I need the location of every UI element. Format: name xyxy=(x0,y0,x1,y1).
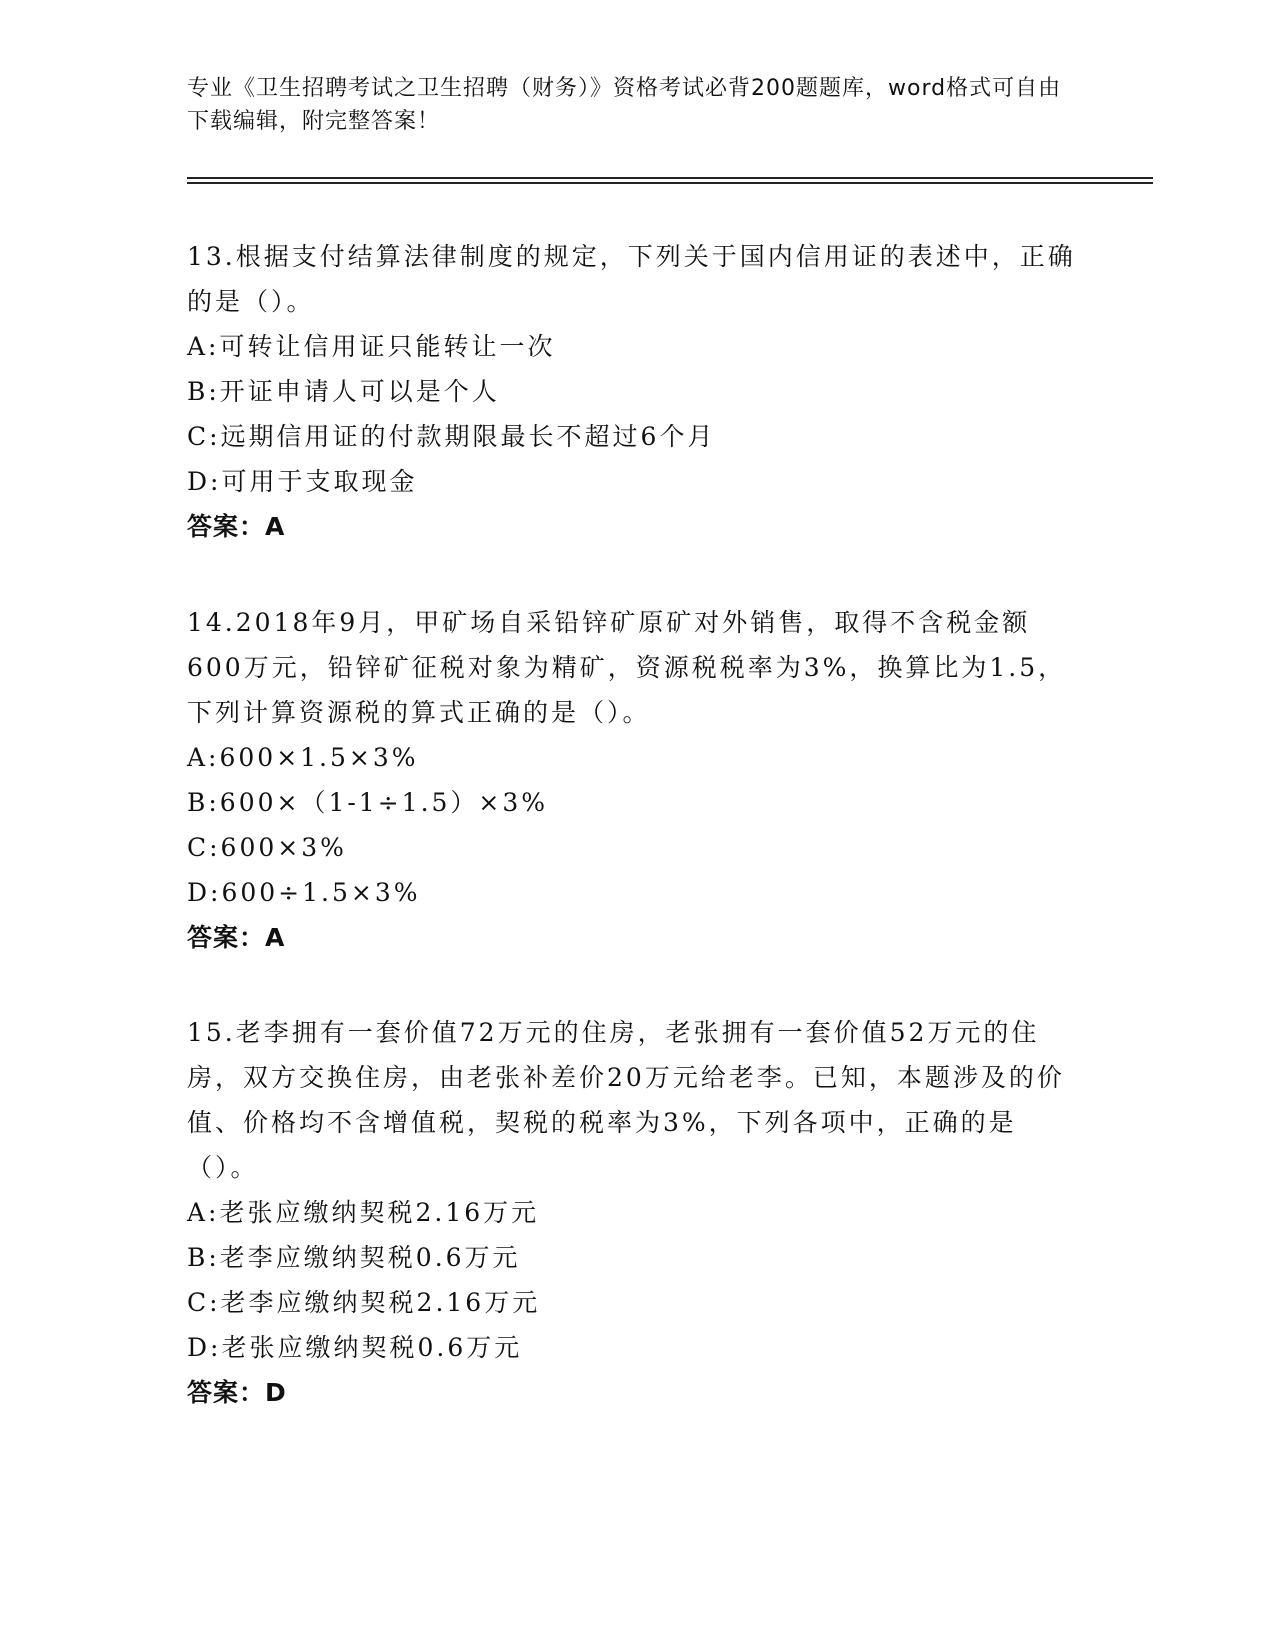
option-d: D:老张应缴纳契税0.6万元 xyxy=(187,1333,523,1362)
answer-line: 答案：A xyxy=(187,512,286,541)
answer-line: 答案：D xyxy=(187,1378,287,1407)
option-b: B:600×（1-1÷1.5）×3% xyxy=(187,788,549,817)
header-divider-bottom xyxy=(187,182,1153,184)
question-stem: 13.根据支付结算法律制度的规定，下列关于国内信用证的表述中，正确的是（）。 xyxy=(187,242,1076,316)
question-14 xyxy=(187,600,1077,960)
option-a: A:可转让信用证只能转让一次 xyxy=(187,332,556,361)
question-15 xyxy=(187,1010,1077,1415)
option-c: C:远期信用证的付款期限最长不超过6个月 xyxy=(187,422,716,451)
question-stem: 15.老李拥有一套价值72万元的住房，老张拥有一套价值52万元的住房，双方交换住房，由老张补差价20万元给老李。已知，本题涉及的价值、价格均不含增值税，契税的税率为3%，下列各项中，正确的是（）。 xyxy=(187,1018,1065,1182)
question-stem: 14.2018年9月，甲矿场自采铅锌矿原矿对外销售，取得不含税金额600万元，铅锌矿征税对象为精矿，资源税税率为3%，换算比为1.5，下列计算资源税的算式正确的是（）。 xyxy=(187,608,1067,727)
document-intro: 专业《卫生招聘考试之卫生招聘（财务）》资格考试必背200题题库，word格式可自由下载编辑，附完整答案！ xyxy=(187,76,1062,134)
option-a: A:600×1.5×3% xyxy=(187,743,419,772)
header-divider-top xyxy=(187,177,1153,179)
option-c: C:老李应缴纳契税2.16万元 xyxy=(187,1288,541,1317)
option-d: D:可用于支取现金 xyxy=(187,467,418,496)
option-c: C:600×3% xyxy=(187,833,347,862)
option-b: B:老李应缴纳契税0.6万元 xyxy=(187,1243,521,1272)
option-d: D:600÷1.5×3% xyxy=(187,878,421,907)
option-b: B:开证申请人可以是个人 xyxy=(187,377,500,406)
answer-line: 答案：A xyxy=(187,923,286,952)
option-a: A:老张应缴纳契税2.16万元 xyxy=(187,1198,540,1227)
question-13 xyxy=(187,234,1077,549)
